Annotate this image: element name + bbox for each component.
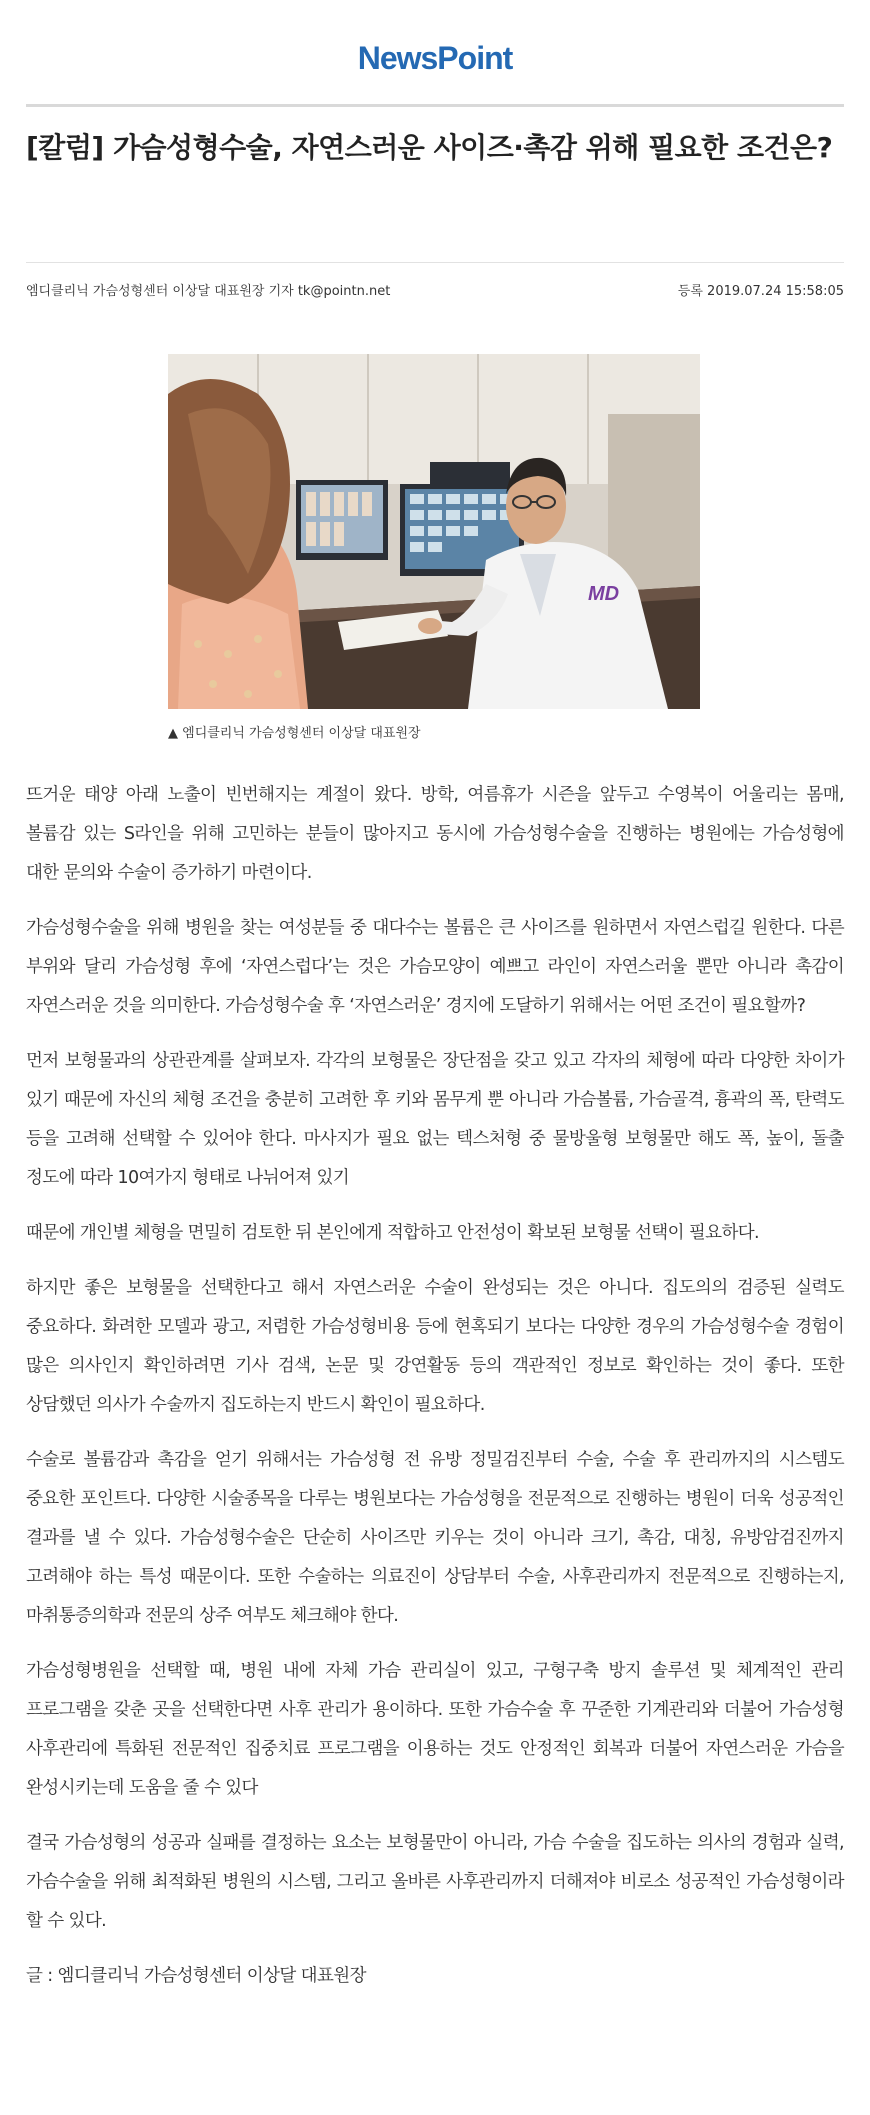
article-dateline bbox=[678, 280, 844, 299]
article-photo bbox=[168, 354, 700, 709]
article-paragraph: 가슴성형병원을 선택할 때, 병원 내에 자체 가슴 관리실이 있고, 구형구축 방지 솔루션 및 체계적인 관리 프로그램을 갖춘 곳을 선택한다면 사후 관리가 용이하다. 또한 가슴수술 후 꾸준한 기계관리와 더불어 가슴성형 사후관리에 특화된 전문적인 집중치료 프로그램을 이용하는 것도 안정적인 회복과 더불어 자연스러운 가슴을 완성시키는데 도움을 줄 수 있다 bbox=[26, 1661, 844, 1798]
site-logo[interactable]: NewsPoint bbox=[357, 40, 513, 76]
article-paragraph: 결국 가슴성형의 성공과 실패를 결정하는 요소는 보형물만이 아니라, 가슴 수술을 집도하는 의사의 경험과 실력, 가슴수술을 위해 최적화된 병원의 시스템, 그리고 올바른 사후관리까지 더해져야 비로소 성공적인 가슴성형이라 할 수 있다. bbox=[26, 1833, 844, 1931]
meta-divider bbox=[26, 262, 844, 263]
photo-caption: ▲ 엠디클리닉 가슴성형센터 이상달 대표원장 bbox=[168, 726, 421, 741]
coat-logo: MD bbox=[588, 583, 620, 605]
article-paragraph: 하지만 좋은 보형물을 선택한다고 해서 자연스러운 수술이 완성되는 것은 아니다. 집도의의 검증된 실력도 중요하다. 화려한 모델과 광고, 저렴한 가슴성형비용 등에 현혹되기 보다는 다양한 경우의 가슴성형수술 경험이 많은 의사인지 확인하려면 기사 검색, 논문 및 강연활동 등의 객관적인 정보로 확인하는 것이 좋다. 또한 상담했던 의사가 수술까지 집도하는지 반드시 확인이 필요하다. bbox=[26, 1278, 844, 1415]
article-paragraph: 가슴성형수술을 위해 병원을 찾는 여성분들 중 대다수는 볼륨은 큰 사이즈를 원하면서 자연스럽길 원한다. 다른 부위와 달리 가슴성형 후에 ‘자연스럽다’는 것은 가슴모양이 예쁘고 라인이 자연스러울 뿐만 아니라 촉감이 자연스러운 것을 의미한다. 가슴성형수술 후 ‘자연스러운’ 경지에 도달하기 위해서는 어떤 조건이 필요할까? bbox=[26, 918, 844, 1016]
article-paragraph: 먼저 보형물과의 상관관계를 살펴보자. 각각의 보형물은 장단점을 갖고 있고 각자의 체형에 따라 다양한 차이가 있기 때문에 자신의 체형 조건을 충분히 고려한 후 키와 몸무게 뿐 아니라 가슴볼륨, 가슴골격, 흉곽의 폭, 탄력도 등을 고려해 선택할 수 있어야 한다. 마사지가 필요 없는 텍스처형 중 물방울형 보형물만 해도 폭, 높이, 돌출 정도에 따라 10여가지 형태로 나뉘어져 있기 bbox=[26, 1051, 844, 1188]
article-author-line: 글 : 엠디클리닉 가슴성형센터 이상달 대표원장 bbox=[26, 1966, 366, 1986]
doctor-consultation-photo bbox=[168, 354, 700, 709]
article-byline: 엠디클리닉 가슴성형센터 이상달 대표원장 기자 tk@pointn.net bbox=[26, 284, 391, 299]
article-body bbox=[26, 776, 844, 2012]
article-paragraph: 때문에 개인별 체형을 면밀히 검토한 뒤 본인에게 적합하고 안전성이 확보된 보형물 선택이 필요하다. bbox=[26, 1223, 760, 1243]
date-label: 등록 bbox=[677, 284, 703, 299]
header-divider bbox=[26, 104, 844, 107]
date-value: 2019.07.24 15:58:05 bbox=[707, 284, 844, 299]
article-paragraph: 수술로 볼륨감과 촉감을 얻기 위해서는 가슴성형 전 유방 정밀검진부터 수술, 수술 후 관리까지의 시스템도 중요한 포인트다. 다양한 시술종목을 다루는 병원보다는 가슴성형을 전문적으로 진행하는 병원이 더욱 성공적인 결과를 낼 수 있다. 가슴성형수술은 단순히 사이즈만 키우는 것이 아니라 크기, 촉감, 대칭, 유방암검진까지 고려해야 하는 특성 때문이다. 또한 수술하는 의료진이 상담부터 수술, 사후관리까지 전문적으로 진행하는지, 마취통증의학과 전문의 상주 여부도 체크해야 한다. bbox=[26, 1450, 844, 1626]
article-paragraph: 뜨거운 태양 아래 노출이 빈번해지는 계절이 왔다. 방학, 여름휴가 시즌을 앞두고 수영복이 어울리는 몸매, 볼륨감 있는 S라인을 위해 고민하는 분들이 많아지고 동시에 가슴성형수술을 진행하는 병원에는 가슴성형에 대한 문의와 수술이 증가하기 마련이다. bbox=[26, 785, 844, 883]
article-headline: [칼럼] 가슴성형수술, 자연스러운 사이즈·촉감 위해 필요한 조건은? bbox=[26, 131, 833, 164]
